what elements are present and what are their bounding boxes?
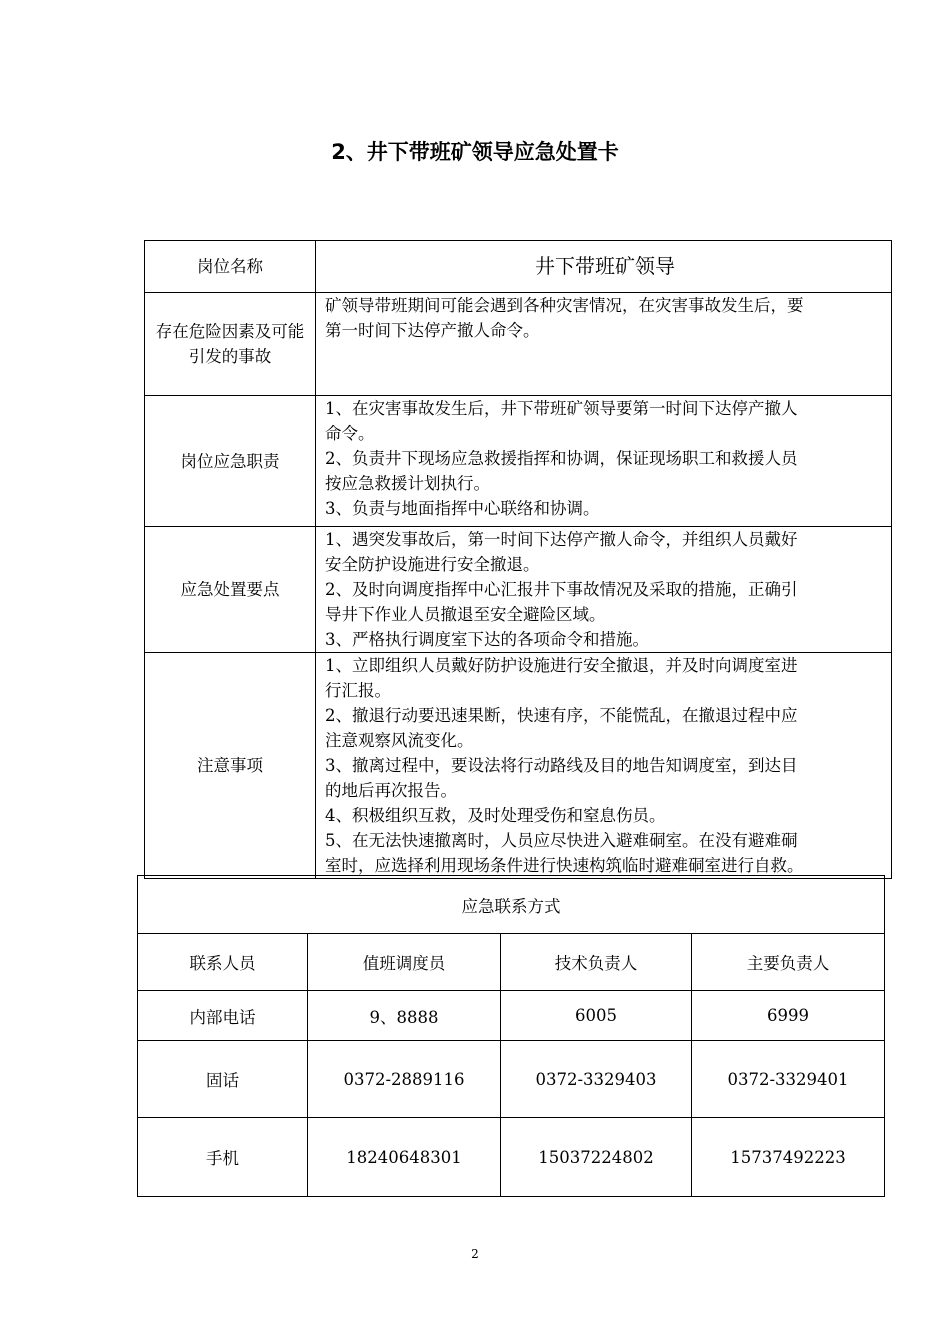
hazard-label: 存在危险因素及可能引发的事故 <box>145 293 316 396</box>
duty-line: 1、在灾害事故发生后，井下带班矿领导要第一时间下达停产撤人 <box>325 399 798 418</box>
duty-row <box>145 396 892 527</box>
points-content <box>316 527 892 653</box>
contact-row-mobile <box>138 1118 885 1197</box>
emergency-card-table <box>144 240 892 879</box>
contact-header-cell: 技术负责人 <box>501 934 692 991</box>
notes-line: 3、撤离过程中，要设法将行动路线及目的地告知调度室，到达目 <box>325 756 798 775</box>
contact-heading-row <box>138 876 885 934</box>
notes-line: 室时，应选择利用现场条件进行快速构筑临时避难硐室进行自救。 <box>325 856 804 875</box>
notes-line: 行汇报。 <box>325 681 391 700</box>
notes-line: 4、积极组织互救，及时处理受伤和窒息伤员。 <box>325 806 666 825</box>
page-title: 2、井下带班矿领导应急处置卡 <box>331 140 619 164</box>
notes-content <box>316 653 892 879</box>
contact-cell: 6999 <box>692 991 885 1041</box>
duty-line: 3、负责与地面指挥中心联络和协调。 <box>325 499 600 518</box>
contact-row-internal <box>138 991 885 1041</box>
page-number: 2 <box>471 1247 479 1261</box>
points-line: 3、严格执行调度室下达的各项命令和措施。 <box>325 630 649 649</box>
duty-line: 2、负责井下现场应急救援指挥和协调，保证现场职工和救援人员 <box>325 449 798 468</box>
duty-line: 命令。 <box>325 424 375 443</box>
contact-cell: 15737492223 <box>692 1118 885 1197</box>
contact-header-row <box>138 934 885 991</box>
contact-row-landline <box>138 1041 885 1118</box>
duty-line: 按应急救援计划执行。 <box>325 474 490 493</box>
contact-header-cell: 主要负责人 <box>692 934 885 991</box>
contact-cell: 6005 <box>501 991 692 1041</box>
position-label: 岗位名称 <box>145 241 316 293</box>
contact-cell: 0372-2889116 <box>308 1041 501 1118</box>
notes-line: 2、撤退行动要迅速果断，快速有序，不能慌乱，在撤退过程中应 <box>325 706 798 725</box>
hazard-row <box>145 293 892 396</box>
hazard-line: 矿领导带班期间可能会遇到各种灾害情况，在灾害事故发生后，要 <box>325 296 804 315</box>
notes-line: 的地后再次报告。 <box>325 781 457 800</box>
contact-cell: 18240648301 <box>308 1118 501 1197</box>
contact-header-cell: 联系人员 <box>138 934 308 991</box>
notes-row <box>145 653 892 879</box>
points-label: 应急处置要点 <box>145 527 316 653</box>
hazard-content <box>316 293 892 396</box>
points-line: 1、遇突发事故后，第一时间下达停产撤人命令，并组织人员戴好 <box>325 530 798 549</box>
contact-heading: 应急联系方式 <box>138 876 885 934</box>
hazard-line: 第一时间下达停产撤人命令。 <box>325 321 540 340</box>
points-line: 导井下作业人员撤退至安全避险区域。 <box>325 605 606 624</box>
contact-table <box>137 875 885 1197</box>
points-line: 2、及时向调度指挥中心汇报井下事故情况及采取的措施，正确引 <box>325 580 798 599</box>
notes-line: 5、在无法快速撤离时，人员应尽快进入避难硐室。在没有避难硐 <box>325 831 798 850</box>
notes-label: 注意事项 <box>145 653 316 879</box>
contact-cell: 0372-3329401 <box>692 1041 885 1118</box>
contact-cell: 9、8888 <box>308 991 501 1041</box>
contact-row-label: 固话 <box>138 1041 308 1118</box>
notes-line: 1、立即组织人员戴好防护设施进行安全撤退，并及时向调度室进 <box>325 656 798 675</box>
contact-row-label: 内部电话 <box>138 991 308 1041</box>
points-row <box>145 527 892 653</box>
duty-label: 岗位应急职责 <box>145 396 316 527</box>
notes-line: 注意观察风流变化。 <box>325 731 474 750</box>
contact-cell: 0372-3329403 <box>501 1041 692 1118</box>
contact-row-label: 手机 <box>138 1118 308 1197</box>
points-line: 安全防护设施进行安全撤退。 <box>325 555 540 574</box>
position-value: 井下带班矿领导 <box>316 241 892 293</box>
contact-header-cell: 值班调度员 <box>308 934 501 991</box>
duty-content <box>316 396 892 527</box>
position-row <box>145 241 892 293</box>
contact-cell: 15037224802 <box>501 1118 692 1197</box>
